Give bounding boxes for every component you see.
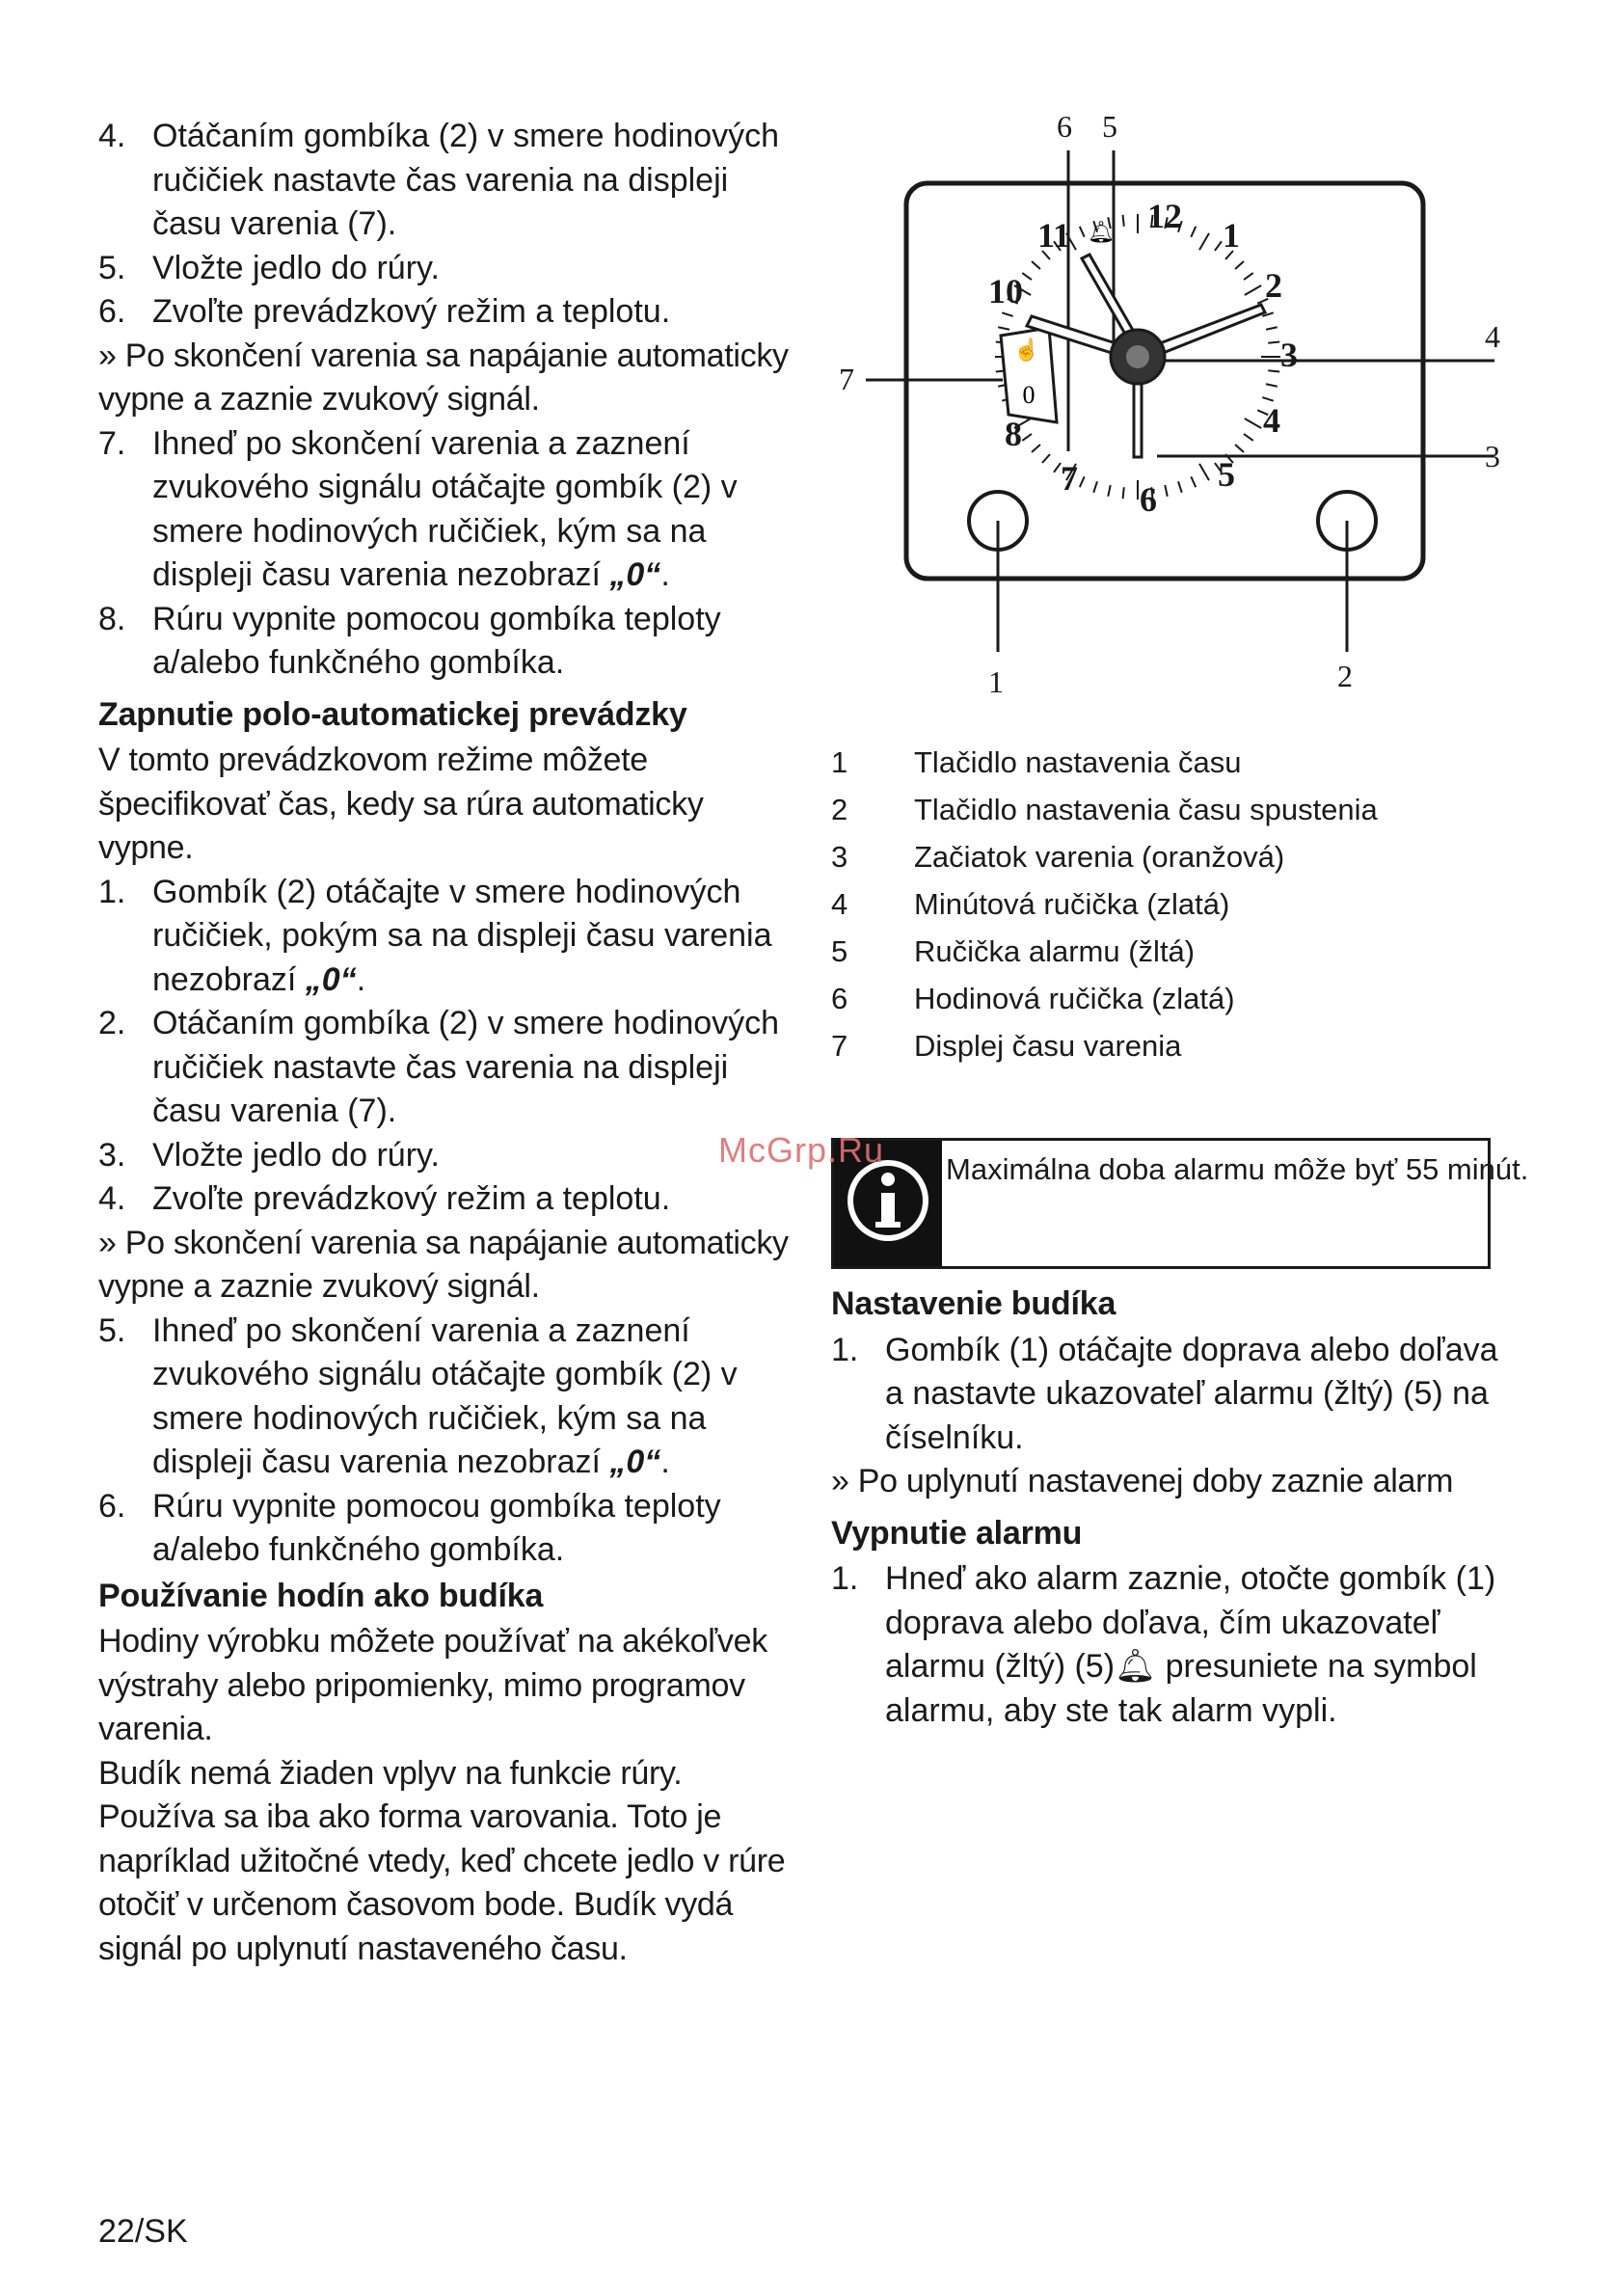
list-item: 4. Otáčaním gombíka (2) v smere hodinových ručičiek nastavte čas varenia na displeji času varenia (7). [98, 118, 780, 242]
dial-tick [1244, 434, 1253, 441]
legend-row: 3 Začiatok varenia (oranžová) [831, 840, 1285, 874]
dial-tick [1215, 241, 1222, 251]
dial-tick [1266, 384, 1278, 386]
dial-tick [1268, 370, 1279, 371]
list-item: 1. Gombík (2) otáčajte v smere hodinových ručičiek, pokým sa na displeji času varenia nezobrazí „0“. [98, 873, 772, 998]
steps-list-b [98, 422, 793, 686]
list-item: 1. Hneď ako alarm zaznie, otočte gombík (1) doprava alebo doľava, čím ukazovateľ alarmu (žltý) (5)🔔︎ presuniete na symbol alarmu, aby ste tak alarm vypli. [831, 1560, 1496, 1729]
info-text: Maximálna doba alarmu môže byť 55 minút. [946, 1152, 1529, 1186]
watermark: McGrp.Ru [718, 1130, 885, 1170]
alarm-bell-icon: 🔔︎ [1088, 220, 1115, 244]
dial-tick [1266, 327, 1278, 329]
legend-row: 1 Tlačidlo nastavenia času [831, 745, 1242, 779]
dial-number: 8 [1005, 415, 1022, 453]
dial-tick [1191, 227, 1196, 237]
diagram-legend [831, 739, 1378, 1069]
list-item: 6. Rúru vypnite pomocou gombíka teploty a/alebo funkčného gombíka. [98, 1487, 721, 1568]
clock-diagram [829, 104, 1504, 712]
dial-tick [998, 327, 1009, 329]
dial-tick [1022, 273, 1032, 280]
dial-tick [1245, 419, 1261, 428]
dial-tick [1022, 434, 1032, 441]
dial-tick [1054, 463, 1061, 473]
dial-tick [1042, 454, 1050, 463]
bell-icon: 🔔︎ [1115, 1648, 1157, 1685]
dial-tick [1244, 273, 1253, 280]
section-heading-set-alarm: Nastavenie budíka [831, 1285, 1116, 1322]
set-alarm-steps [831, 1329, 1506, 1461]
dial-number: 1 [1223, 216, 1240, 255]
legend-row: 4 Minútová ručička (zlatá) [831, 887, 1230, 921]
dial-tick [1199, 233, 1209, 250]
legend-row: 5 Ručička alarmu (žltá) [831, 934, 1196, 968]
alarm-paragraph-2: Budík nemá žiaden vplyv na funkcie rúry. Používa sa iba ako forma varovania. Toto je napríklad užitočné vtedy, keď chcete jedlo v rúre otočiť v určenom časovom bode. Budík vydá signál po uplynutí nastaveného času. [98, 1754, 786, 1967]
dial-tick [1268, 342, 1279, 343]
alarm-off-steps [831, 1557, 1506, 1733]
section-heading-semi-auto: Zapnutie polo-automatickej prevádzky [98, 695, 687, 733]
legend-row: 6 Hodinová ručička (zlatá) [831, 982, 1235, 1015]
dial-number: 10 [988, 272, 1023, 311]
dial-number: 3 [1280, 336, 1298, 374]
list-item: 6. Zvoľte prevádzkový režim a teplotu. [98, 293, 671, 330]
dial-number: 4 [1263, 401, 1280, 440]
legend-row: 2 Tlačidlo nastavenia času spustenia [831, 793, 1378, 826]
legend-row: 7 Displej času varenia [831, 1029, 1182, 1063]
callout-label: 2 [1337, 659, 1353, 693]
dial-tick [1108, 485, 1110, 497]
result-note: » Po uplynutí nastavenej doby zaznie alarm [831, 1463, 1454, 1499]
steps-list-d [98, 1310, 793, 1573]
hand-icon: ☝ [1013, 338, 1040, 362]
steps-list-a [98, 115, 793, 335]
list-item: 2. Otáčaním gombíka (2) v smere hodinových ručičiek nastavte čas varenia na displeji času varenia (7). [98, 1005, 780, 1129]
dial-number: 2 [1265, 266, 1282, 305]
right-column [831, 1281, 1506, 1733]
dial-tick [1235, 445, 1244, 452]
list-item: 7. Ihneď po skončení varenia a zaznení zvukového signálu otáčajte gombík (2) v smere hodinových ručičiek, kým sa na displeji času varenia nezobrazí „0“. [98, 424, 738, 593]
dial-tick [1123, 487, 1124, 499]
callout-label: 1 [988, 664, 1004, 699]
list-item: 8. Rúru vypnite pomocou gombíka teploty a/alebo funkčného gombíka. [98, 600, 721, 681]
list-item: 3. Vložte jedlo do rúry. [98, 1136, 440, 1174]
result-note: » Po skončení varenia sa napájanie automaticky vypne a zaznie zvukový signál. [98, 337, 789, 418]
dial-tick [1032, 445, 1040, 452]
steps-list-c [98, 871, 793, 1222]
info-note-box [831, 1138, 1529, 1269]
section-heading-alarm: Používanie hodín ako budíka [98, 1577, 544, 1614]
dial-tick [1002, 312, 1012, 316]
result-note: » Po skončení varenia sa napájanie automaticky vypne a zaznie zvukový signál. [98, 1224, 789, 1305]
dial-tick [1199, 464, 1209, 480]
dial-tick [1080, 476, 1085, 487]
list-item: 5. Vložte jedlo do rúry. [98, 249, 440, 286]
dial-number: 12 [1147, 197, 1182, 235]
dial-tick [1245, 285, 1261, 295]
alarm-paragraph-1: Hodiny výrobku môžete používať na akékoľvek výstrahy alebo pripomienky, mimo programov varenia. [98, 1623, 767, 1747]
dial-tick [1235, 261, 1244, 269]
list-item: 5. Ihneď po skončení varenia a zaznení zvukového signálu otáčajte gombík (2) v smere hodinových ručičiek, kým sa na displeji času varenia nezobrazí „0“. [98, 1311, 738, 1480]
callout-label: 6 [1057, 109, 1072, 144]
section-intro: V tomto prevádzkovom režime môžete špecifikovať čas, kedy sa rúra automaticky vypne. [98, 742, 704, 866]
dial-tick [1080, 227, 1085, 237]
section-heading-alarm-off: Vypnutie alarmu [831, 1514, 1083, 1552]
callout-label: 4 [1485, 319, 1500, 354]
dial-number: 6 [1140, 480, 1157, 519]
left-column [98, 115, 793, 1971]
page-number: 22/SK [98, 2213, 188, 2250]
dial-tick [1123, 215, 1124, 227]
dial-tick [1093, 481, 1097, 492]
callout-label: 5 [1102, 109, 1117, 144]
list-item: 1. Gombík (1) otáčajte doprava alebo doľava a nastavte ukazovateľ alarmu (žltý) (5) na číselníku. [831, 1331, 1498, 1456]
dial-number: 7 [1061, 459, 1078, 498]
display-value: 0 [1022, 381, 1036, 409]
dial-tick [1032, 261, 1040, 269]
dial-tick [1178, 481, 1182, 492]
dial-number: 5 [1218, 455, 1235, 494]
dial-tick [1165, 485, 1167, 497]
callout-label: 7 [839, 362, 854, 396]
list-item: 4. Zvoľte prevádzkový režim a teplotu. [98, 1180, 671, 1217]
callout-label: 3 [1485, 439, 1500, 473]
dial-tick [1191, 476, 1196, 487]
dial-number: 11 [1037, 216, 1071, 255]
